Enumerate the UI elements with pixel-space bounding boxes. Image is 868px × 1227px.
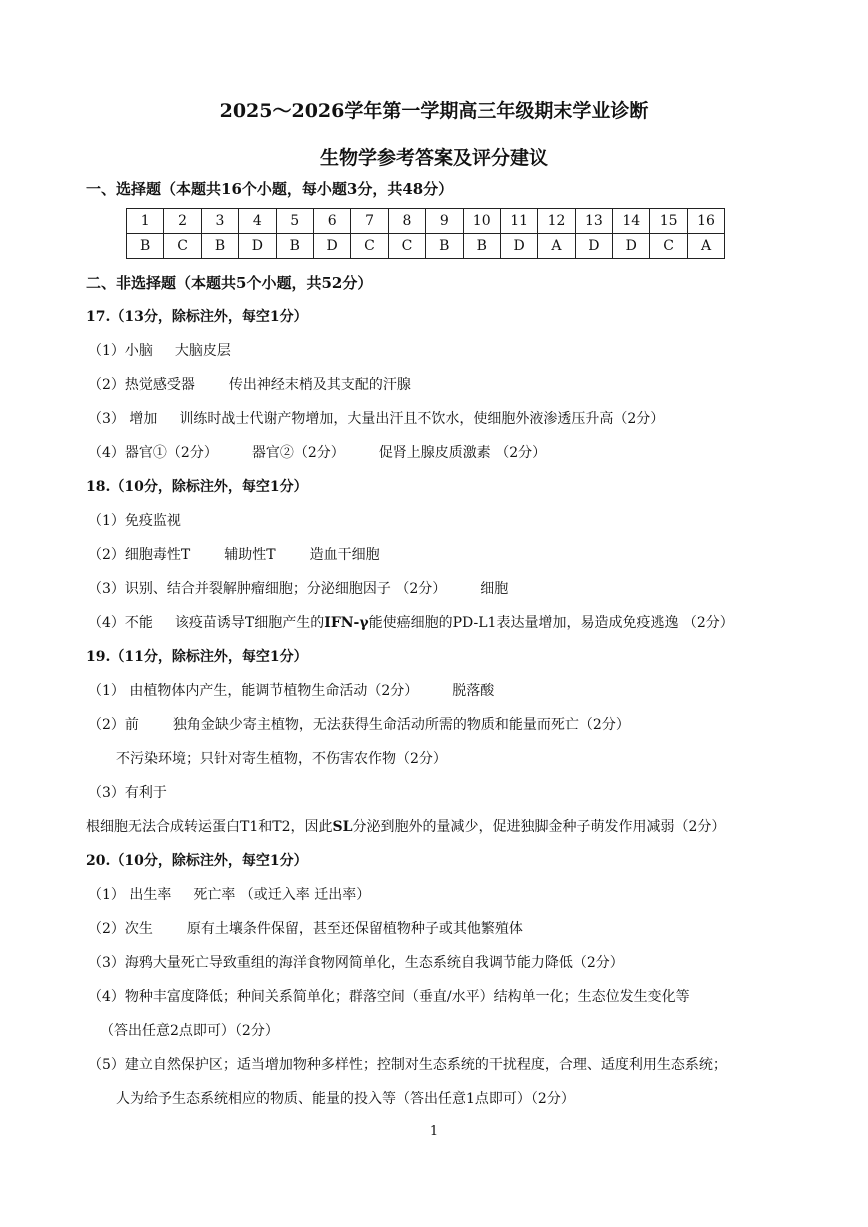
q19-answer-3-cont: 根细胞无法合成转运蛋白T1和T2，因此SL分泌到胞外的量减少，促进独脚金种子萌发作用减弱（2分） bbox=[86, 819, 726, 835]
question-number: 16 bbox=[687, 209, 724, 234]
q18-answer-2: （2）细胞毒性T 辅助性T 造血干细胞 bbox=[88, 547, 380, 563]
q17-answer-3: （3） 增加 训练时战士代谢产物增加，大量出汗且不饮水，使细胞外液渗透压升高（2分） bbox=[88, 411, 665, 427]
page-subtitle: 生物学参考答案及评分建议 bbox=[319, 147, 548, 169]
q18-answer-1: （1）免疫监视 bbox=[88, 513, 181, 529]
question-number: 13 bbox=[575, 209, 612, 234]
question-number: 8 bbox=[388, 209, 425, 234]
question-number: 4 bbox=[239, 209, 276, 234]
q19-answer-2: （2）前 独角金缺少寄主植物，无法获得生命活动所需的物质和能量而死亡（2分） bbox=[88, 717, 630, 733]
answer-cell: D bbox=[313, 234, 350, 259]
question-number: 10 bbox=[463, 209, 500, 234]
answer-table bbox=[126, 208, 725, 259]
answer-cell: B bbox=[201, 234, 238, 259]
answer-cell: C bbox=[650, 234, 687, 259]
q18-answer-4: （4）不能 该疫苗诱导T细胞产生的IFN-γ能使癌细胞的PD-L1表达量增加，易造成免疫逃逸 （2分） bbox=[88, 615, 734, 631]
question-number: 12 bbox=[538, 209, 575, 234]
question-number: 14 bbox=[613, 209, 650, 234]
question-number: 11 bbox=[500, 209, 537, 234]
q17-answer-1: （1）小脑 大脑皮层 bbox=[88, 343, 231, 359]
question-17-heading: 17.（13分，除标注外，每空1分） bbox=[86, 309, 308, 325]
q18-answer-3: （3）识别、结合并裂解肿瘤细胞；分泌细胞因子 （2分） 细胞 bbox=[88, 581, 509, 597]
q20-answer-5: （5）建立自然保护区；适当增加物种多样性；控制对生态系统的干扰程度，合理、适度利用生态系统； bbox=[88, 1057, 727, 1073]
answer-cell: B bbox=[426, 234, 463, 259]
question-number: 15 bbox=[650, 209, 687, 234]
question-number: 1 bbox=[127, 209, 164, 234]
answer-table-number-row bbox=[127, 209, 725, 234]
answer-cell: B bbox=[276, 234, 313, 259]
q19-answer-2-cont: 不污染环境；只针对寄生植物，不伤害农作物（2分） bbox=[116, 751, 447, 767]
question-20-heading: 20.（10分，除标注外，每空1分） bbox=[86, 853, 308, 869]
question-18-heading: 18.（10分，除标注外，每空1分） bbox=[86, 479, 308, 495]
q19-answer-1: （1） 由植物体内产生，能调节植物生命活动（2分） 脱落酸 bbox=[88, 683, 495, 699]
answer-cell: A bbox=[687, 234, 724, 259]
q20-answer-2: （2）次生 原有土壤条件保留，甚至还保留植物种子或其他繁殖体 bbox=[88, 921, 523, 937]
answer-cell: C bbox=[351, 234, 388, 259]
question-number: 9 bbox=[426, 209, 463, 234]
answer-table-answer-row bbox=[127, 234, 725, 259]
q17-answer-4: （4）器官①（2分） 器官②（2分） 促肾上腺皮质激素 （2分） bbox=[88, 445, 547, 461]
answer-cell: B bbox=[463, 234, 500, 259]
section-2-heading: 二、非选择题（本题共5个小题，共52分） bbox=[86, 274, 373, 292]
section-1-heading: 一、选择题（本题共16个小题，每小题3分，共48分） bbox=[86, 180, 454, 198]
answer-cell: D bbox=[575, 234, 612, 259]
q20-answer-1: （1） 出生率 死亡率 （或迁入率 迁出率） bbox=[88, 887, 371, 903]
answer-cell: A bbox=[538, 234, 575, 259]
answer-cell: B bbox=[127, 234, 164, 259]
question-number: 6 bbox=[313, 209, 350, 234]
answer-cell: D bbox=[613, 234, 650, 259]
question-number: 2 bbox=[164, 209, 201, 234]
answer-cell: D bbox=[239, 234, 276, 259]
q20-answer-4: （4）物种丰富度降低；种间关系简单化；群落空间（垂直/水平）结构单一化；生态位发生变化等 bbox=[88, 989, 690, 1005]
answer-cell: C bbox=[388, 234, 425, 259]
q19-answer-3: （3）有利于 bbox=[88, 785, 167, 801]
question-number: 5 bbox=[276, 209, 313, 234]
question-number: 3 bbox=[201, 209, 238, 234]
answer-cell: D bbox=[500, 234, 537, 259]
page-number: 1 bbox=[429, 1124, 439, 1139]
q20-answer-3: （3）海鸦大量死亡导致重组的海洋食物网简单化，生态系统自我调节能力降低（2分） bbox=[88, 955, 624, 971]
answer-cell: C bbox=[164, 234, 201, 259]
question-19-heading: 19.（11分，除标注外，每空1分） bbox=[86, 649, 308, 665]
question-number: 7 bbox=[351, 209, 388, 234]
q20-answer-5-cont: 人为给予生态系统相应的物质、能量的投入等（答出任意1点即可）（2分） bbox=[116, 1091, 575, 1107]
q17-answer-2: （2）热觉感受器 传出神经末梢及其支配的汗腺 bbox=[88, 377, 411, 393]
q20-answer-4-cont: （答出任意2点即可）（2分） bbox=[100, 1023, 279, 1039]
page-title: 2025～2026学年第一学期高三年级期末学业诊断 bbox=[219, 100, 649, 122]
